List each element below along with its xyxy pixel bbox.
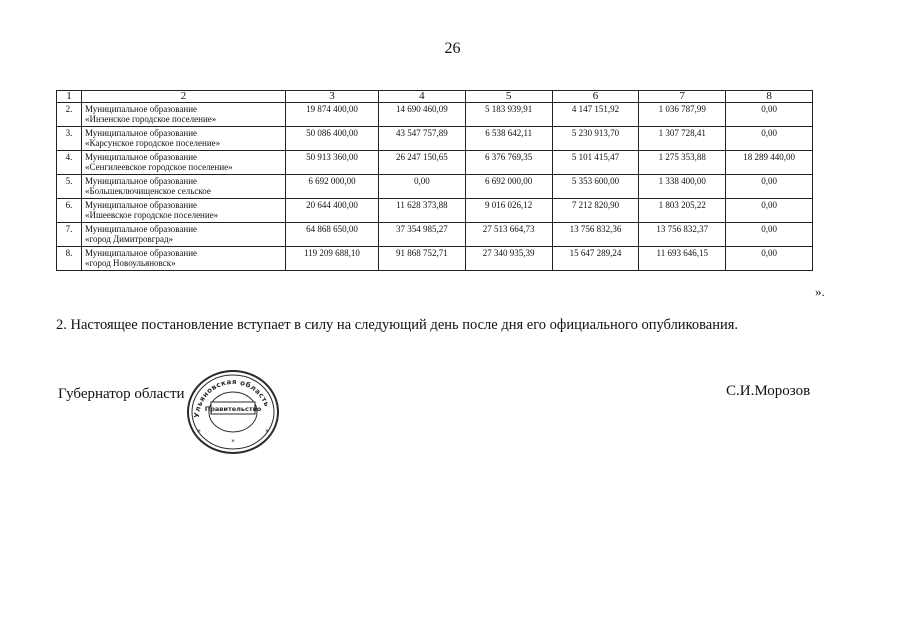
cell-col5: 27 513 664,73 [465,223,552,247]
cell-col6: 5 230 913,70 [552,127,639,151]
header-cell: 7 [639,91,726,103]
entity-name [82,223,286,247]
header-cell: 1 [57,91,82,103]
cell-col5: 6 538 642,11 [465,127,552,151]
cell-col7: 1 275 353,88 [639,151,726,175]
row-number: 3. [57,127,82,151]
cell-col8: 0,00 [726,247,813,271]
seal-ring-text: Ульяновская область [192,377,271,419]
page-number: 26 [444,40,461,57]
header-cell: 3 [286,91,379,103]
cell-col8: 0,00 [726,127,813,151]
entity-name [82,199,286,223]
cell-col8: 0,00 [726,175,813,199]
table-row [57,103,813,127]
cell-col6: 13 756 832,36 [552,223,639,247]
row-number: 7. [57,223,82,247]
entity-name-line2: «Большеключищенское сельское [85,186,211,196]
table-row [57,127,813,151]
cell-col4: 11 628 373,88 [378,199,465,223]
entity-name-line1: Муниципальное образование [85,224,198,234]
row-number: 4. [57,151,82,175]
cell-col3: 119 209 688,10 [286,247,379,271]
cell-col7: 1 803 205,22 [639,199,726,223]
cell-col4: 0,00 [378,175,465,199]
cell-col7: 11 693 646,15 [639,247,726,271]
government-seal-icon [185,368,281,456]
entity-name-line1: Муниципальное образование [85,200,198,210]
entity-name-line1: Муниципальное образование [85,152,198,162]
svg-text:*: * [197,428,201,436]
funding-table [56,90,813,271]
entity-name-line1: Муниципальное образование [85,128,198,138]
cell-col4: 37 354 985,27 [378,223,465,247]
cell-col5: 9 016 026,12 [465,199,552,223]
entity-name-line1: Муниципальное образование [85,248,198,258]
seal-center-text: Правительство [204,405,262,413]
entity-name-line2: «город Новоульяновск» [85,258,176,268]
cell-col3: 6 692 000,00 [286,175,379,199]
signatory-name: С.И.Морозов [726,383,811,399]
entity-name [82,103,286,127]
row-number: 2. [57,103,82,127]
entity-name [82,151,286,175]
cell-col6: 7 212 820,90 [552,199,639,223]
table-row [57,247,813,271]
cell-col5: 6 692 000,00 [465,175,552,199]
cell-col6: 5 353 600,00 [552,175,639,199]
entity-name [82,247,286,271]
cell-col8: 0,00 [726,223,813,247]
header-cell: 6 [552,91,639,103]
cell-col7: 1 338 400,00 [639,175,726,199]
cell-col8: 18 289 440,00 [726,151,813,175]
entity-name-line2: «Карсунское городское поселение» [85,138,221,148]
closing-quote: ». [815,284,825,299]
entity-name-line2: «Ишеевское городское поселение» [85,210,219,220]
entity-name-line2: «Сенгилеевское городское поселение» [85,162,233,172]
cell-col7: 1 036 787,99 [639,103,726,127]
entity-name-line1: Муниципальное образование [85,176,198,186]
cell-col5: 6 376 769,35 [465,151,552,175]
cell-col6: 15 647 289,24 [552,247,639,271]
signatory-position: Губернатор области [58,386,185,402]
cell-col4: 43 547 757,89 [378,127,465,151]
header-cell: 8 [726,91,813,103]
table-row [57,175,813,199]
cell-col3: 64 868 650,00 [286,223,379,247]
header-cell: 4 [378,91,465,103]
cell-col5: 27 340 935,39 [465,247,552,271]
cell-col7: 1 307 728,41 [639,127,726,151]
row-number: 5. [57,175,82,199]
entity-name [82,175,286,199]
header-cell: 2 [82,91,286,103]
entity-name-line1: Муниципальное образование [85,104,198,114]
entity-name-line2: «город Димитровград» [85,234,174,244]
cell-col3: 20 644 400,00 [286,199,379,223]
cell-col3: 50 086 400,00 [286,127,379,151]
header-cell: 5 [465,91,552,103]
cell-col8: 0,00 [726,199,813,223]
row-number: 6. [57,199,82,223]
table-row [57,223,813,247]
cell-col4: 26 247 150,65 [378,151,465,175]
table-row [57,199,813,223]
cell-col5: 5 183 939,91 [465,103,552,127]
entity-name-line2: «Инзенское городское поселение» [85,114,217,124]
table-row [57,151,813,175]
cell-col6: 4 147 151,92 [552,103,639,127]
entity-name [82,127,286,151]
svg-text:*: * [265,428,269,436]
cell-col3: 19 874 400,00 [286,103,379,127]
table-header-row [57,91,813,103]
row-number: 8. [57,247,82,271]
cell-col3: 50 913 360,00 [286,151,379,175]
cell-col4: 14 690 460,09 [378,103,465,127]
cell-col6: 5 101 415,47 [552,151,639,175]
effective-date-paragraph: 2. Настоящее постановление вступает в силу на следующий день после дня его официального опубликования. [56,317,739,333]
svg-text:*: * [231,438,235,446]
cell-col7: 13 756 832,37 [639,223,726,247]
cell-col8: 0,00 [726,103,813,127]
cell-col4: 91 868 752,71 [378,247,465,271]
